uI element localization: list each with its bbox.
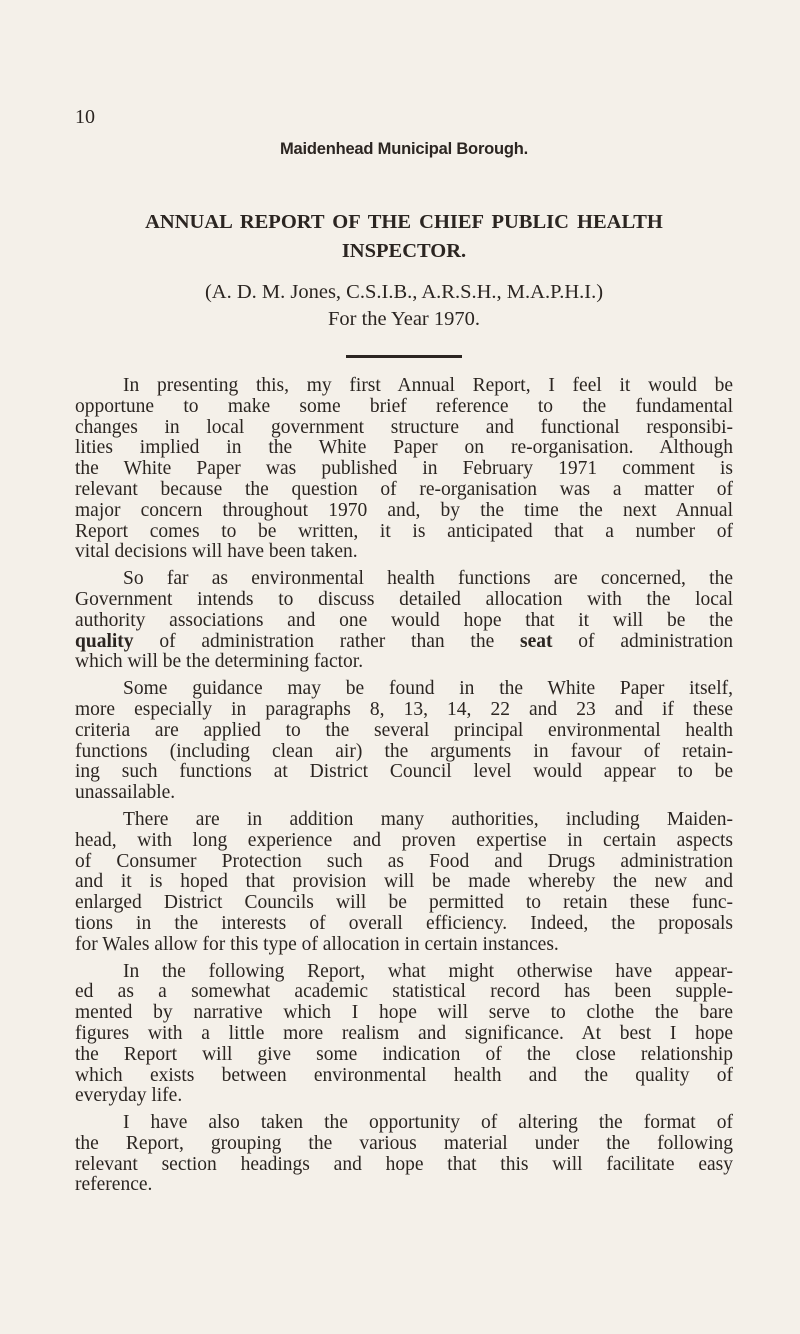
- text-line: In presenting this, my first Annual Report, I feel it would be: [123, 375, 733, 396]
- paragraph: [75, 569, 733, 673]
- text-line: criteria are applied to the several principal environmental health: [75, 719, 733, 741]
- text-line: I have also taken the opportunity of altering the format of: [123, 1112, 733, 1134]
- emphasized-word: seat: [520, 630, 553, 652]
- report-year: For the Year 1970.: [327, 308, 481, 330]
- text-line: lities implied in the White Paper on re-organisation. Although: [75, 437, 733, 459]
- paragraph: [75, 1113, 733, 1196]
- text-line: which will be the determining factor.: [75, 651, 364, 673]
- text-line: mented by narrative which I hope will serve to clothe the bare: [75, 1002, 733, 1024]
- emphasized-word: quality: [75, 630, 134, 652]
- text-line: changes in local government structure and functional responsibi-: [75, 416, 733, 438]
- text-line: ing such functions at District Council level would appear to be: [75, 761, 733, 783]
- text-line: major concern throughout 1970 and, by the time the next Annual: [75, 499, 733, 521]
- text-line: ed as a somewhat academic statistical record has been supple-: [75, 981, 733, 1003]
- text-line: the Report will give some indication of the close relationship: [75, 1043, 733, 1065]
- page-number: 10: [75, 106, 95, 128]
- text-line: reference.: [75, 1174, 153, 1196]
- text-line: the White Paper was published in February 1971 comment is: [75, 458, 733, 480]
- text-line: head, with long experience and proven expertise in certain aspects: [75, 829, 733, 851]
- text-line: Report comes to be written, it is anticipated that a number of: [75, 520, 733, 542]
- text-line: functions (including clean air) the arguments in favour of retain-: [75, 740, 733, 762]
- text-line: unassailable.: [75, 782, 176, 804]
- text-line: tions in the interests of overall efficiency. Indeed, the proposals: [75, 912, 733, 934]
- paragraph: [75, 679, 733, 804]
- paragraph: [75, 810, 733, 956]
- text-line: Government intends to discuss detailed allocation with the local: [75, 588, 733, 610]
- text-segment: of administration rather than the: [133, 630, 521, 652]
- text-line: for Wales allow for this type of allocation in certain instances.: [75, 933, 559, 955]
- text-line: So far as environmental health functions are concerned, the: [123, 568, 733, 590]
- text-line: and it is hoped that provision will be made whereby the new and: [75, 871, 733, 893]
- author-credentials: (A. D. M. Jones, C.S.I.B., A.R.S.H., M.A.P.H.I.): [204, 281, 604, 303]
- text-line: relevant section headings and hope that this will facilitate easy: [75, 1153, 733, 1175]
- paragraph: [75, 962, 733, 1108]
- text-line: There are in addition many authorities, including Maiden-: [123, 808, 733, 830]
- text-line: In the following Report, what might otherwise have appear-: [123, 960, 733, 982]
- divider-rule: [346, 355, 462, 358]
- text-line: figures with a little more realism and significance. At best I hope: [75, 1022, 733, 1044]
- text-line: more especially in paragraphs 8, 13, 14, 22 and 23 and if these: [75, 698, 733, 720]
- paragraph: [75, 376, 733, 563]
- text-line: relevant because the question of re-organisation was a matter of: [75, 478, 733, 500]
- text-line: which exists between environmental health and the quality of: [75, 1064, 733, 1086]
- text-line: of Consumer Protection such as Food and Drugs administration: [75, 850, 733, 872]
- text-line: [75, 632, 733, 653]
- borough-heading: Maidenhead Municipal Borough.: [279, 140, 529, 158]
- report-body: [75, 376, 733, 1202]
- report-title-line-2: INSPECTOR.: [341, 240, 467, 262]
- text-line: authority associations and one would hope that it will be the: [75, 609, 733, 631]
- report-title-line-1: ANNUAL REPORT OF THE CHIEF PUBLIC HEALTH: [145, 211, 663, 233]
- text-line: vital decisions will have been taken.: [75, 541, 358, 563]
- text-segment: of administration: [552, 630, 733, 652]
- text-line: Some guidance may be found in the White Paper itself,: [123, 678, 733, 700]
- text-line: opportune to make some brief reference to the fundamental: [75, 395, 733, 417]
- text-line: everyday life.: [75, 1085, 183, 1107]
- text-line: the Report, grouping the various material under the following: [75, 1132, 733, 1154]
- text-line: enlarged District Councils will be permitted to retain these func-: [75, 892, 733, 914]
